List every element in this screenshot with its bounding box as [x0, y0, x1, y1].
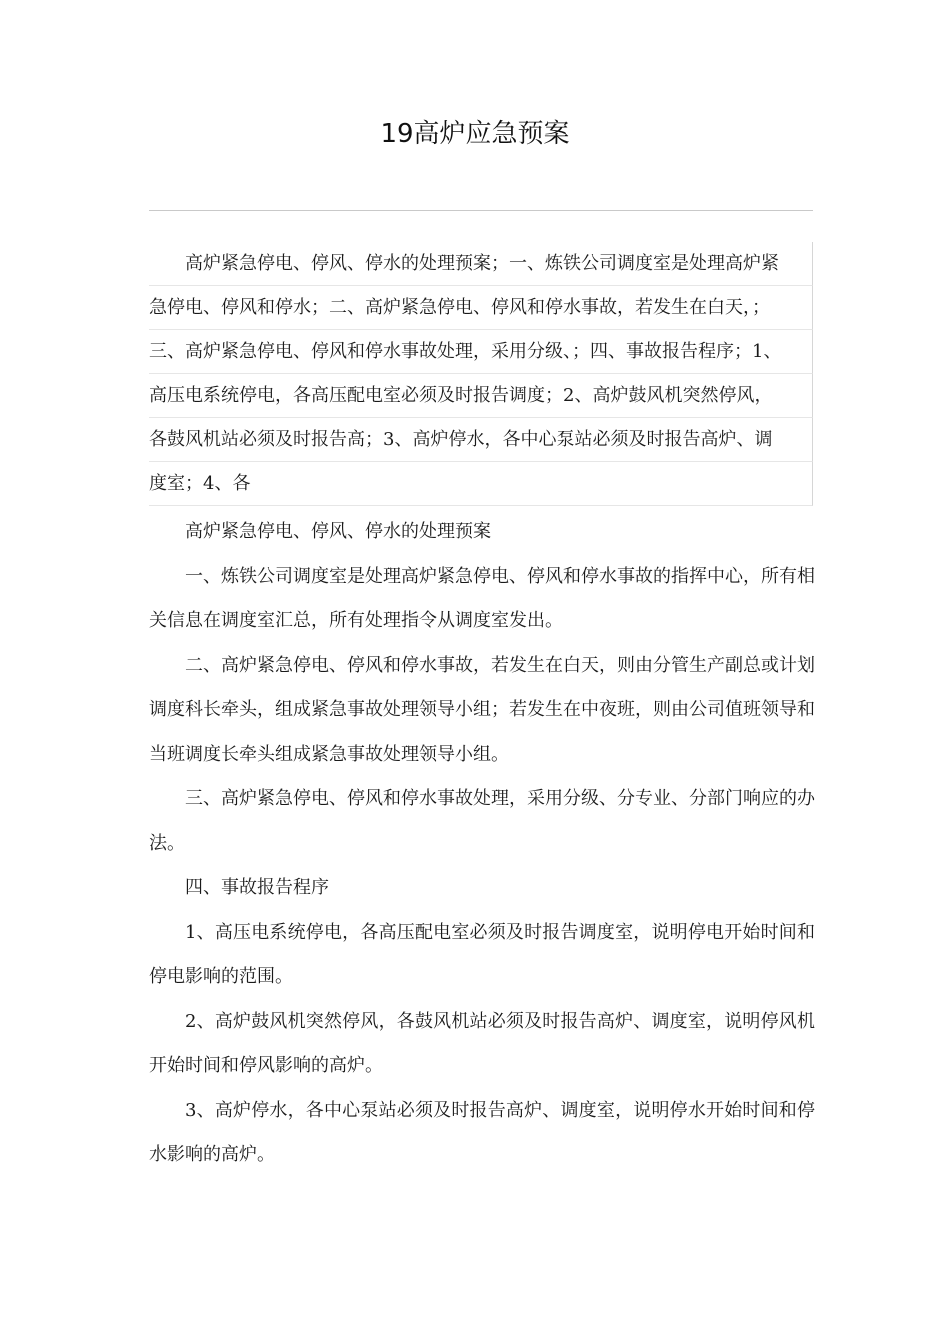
body-paragraph: 1、高压电系统停电，各高压配电室必须及时报告调度室，说明停电开始时间和停电影响的范围。	[149, 921, 815, 987]
summary-line: 各鼓风机站必须及时报告高；3、高炉停水，各中心泵站必须及时报告高炉、调	[149, 418, 813, 462]
document-title: 19高炉应急预案	[380, 119, 570, 149]
summary-line: 急停电、停风和停水；二、高炉紧急停电、停风和停水事故，若发生在白天，；	[149, 286, 813, 330]
body-paragraph: 一、炼铁公司调度室是处理高炉紧急停电、停风和停水事故的指挥中心，所有相关信息在调度室汇总，所有处理指令从调度室发出。	[149, 565, 815, 631]
document-body	[149, 510, 815, 1178]
summary-box	[149, 242, 813, 506]
body-paragraph: 三、高炉紧急停电、停风和停水事故处理，采用分级、分专业、分部门响应的办法。	[149, 788, 815, 854]
body-paragraph: 二、高炉紧急停电、停风和停水事故，若发生在白天，则由分管生产副总或计划调度科长牵头，组成紧急事故处理领导小组；若发生在中夜班，则由公司值班领导和当班调度长牵头组成紧急事故处理领导小组。	[149, 654, 815, 765]
summary-line: 高炉紧急停电、停风、停水的处理预案；一、炼铁公司调度室是处理高炉紧	[149, 242, 813, 286]
summary-line: 度室；4、各	[149, 462, 813, 506]
body-paragraph: 2、高炉鼓风机突然停风，各鼓风机站必须及时报告高炉、调度室，说明停风机开始时间和停风影响的高炉。	[149, 1010, 815, 1076]
section-heading: 四、事故报告程序	[185, 877, 329, 898]
body-paragraph: 3、高炉停水，各中心泵站必须及时报告高炉、调度室，说明停水开始时间和停水影响的高炉。	[149, 1099, 815, 1165]
summary-line: 高压电系统停电，各高压配电室必须及时报告调度；2、高炉鼓风机突然停风，	[149, 374, 813, 418]
summary-line: 三、高炉紧急停电、停风和停水事故处理，采用分级、；四、事故报告程序；1、	[149, 330, 813, 374]
section-heading: 高炉紧急停电、停风、停水的处理预案	[185, 521, 491, 542]
title-divider	[149, 210, 813, 211]
